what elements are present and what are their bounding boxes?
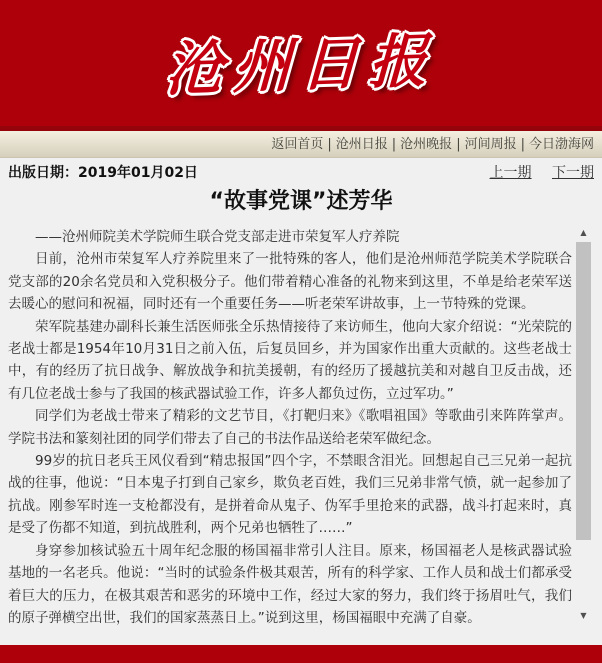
scroll-down-button[interactable]: [575, 607, 592, 624]
vertical-scrollbar[interactable]: [575, 222, 592, 626]
previous-issue-link[interactable]: 上一期: [489, 165, 532, 181]
article-title: “故事党课”述芳华: [209, 189, 393, 214]
scroll-down-icon: ▼: [580, 611, 587, 620]
newspaper-logo: 沧州日报: [163, 26, 439, 104]
masthead-banner: [0, 0, 602, 131]
article-paragraph: 99岁的抗日老兵王风仪看到“精忠报国”四个字，不禁眼含泪光。回想起自己三兄弟一起抗战的往事，他说：“日本鬼子打到自己家乡，欺负老百姓，我们三兄弟非常气愤，就一起参加了抗战。刚参军时连一支枪都没有，是拼着命从鬼子、伪军手里抢来的武器，战斗打起来时，真是受了伤都不知道，到抗战胜利，两个兄弟也牺牲了……”: [8, 453, 572, 537]
article-paragraph: 日前，沧州市荣复军人疗养院里来了一批特殊的客人，他们是沧州师范学院美术学院联合党支部的20余名党员和入党积极分子。他们带着精心准备的礼物来到这里，不单是给老荣军送去暖心的慰问和祝福，同时还有一个重要任务——听老荣军讲故事，上一节特殊的党课。: [8, 251, 572, 313]
issue-nav-links: [474, 162, 594, 182]
issue-bar: [0, 158, 602, 186]
footer-red-bar: [0, 645, 602, 663]
article-paragraph: 荣军院基建办副科长兼生活医师张全乐热情接待了来访师生，他向大家介绍说：“光荣院的老战士都是1954年10月31日之前入伍，后复员回乡，并为国家作出重大贡献的。这些老战士中，有的经历了抗日战争、解放战争和抗美援朝，有的经历了援越抗美和对越自卫反击战，还有几位老战士参与了我国的核武器试验工作，许多人都负过伤，立过军功。”: [8, 318, 572, 402]
nav-separator: |: [327, 137, 332, 152]
scroll-up-button[interactable]: [575, 224, 592, 241]
nav-link-hejian-weekly[interactable]: 河间周报: [464, 137, 517, 152]
nav-link-home[interactable]: 返回首页: [271, 137, 324, 152]
nav-separator: |: [520, 137, 525, 152]
article-body: [0, 222, 602, 626]
nav-link-cangzhou-daily[interactable]: 沧州日报: [335, 137, 388, 152]
article-paragraph: 同学们为老战士带来了精彩的文艺节目，《打靶归来》《歌唱祖国》等歌曲引来阵阵掌声。学院书法和篆刻社团的同学们带去了自己的书法作品送给老荣军做纪念。: [8, 408, 572, 447]
article-viewport: [0, 222, 602, 626]
scrollbar-thumb[interactable]: [576, 242, 591, 540]
nav-link-cangzhou-evening[interactable]: 沧州晚报: [400, 137, 453, 152]
nav-separator: |: [456, 137, 461, 152]
article-paragraph: 身穿参加核试验五十周年纪念服的杨国福非常引人注目。原来，杨国福老人是核武器试验基地的一名老兵。他说：“当时的试验条件极其艰苦，所有的科学家、工作人员和战士们都承受着巨大的压力，在极其艰苦和恶劣的环境中工作，经过大家的努力，我们终于扬眉吐气，我们的原子弹横空出世，我们的国家蒸蒸日上。”说到这里，杨国福眼中充满了自豪。: [8, 542, 572, 626]
top-navbar: [0, 131, 602, 158]
next-issue-link[interactable]: 下一期: [552, 165, 594, 181]
publish-date-label: 出版日期：2019年01月02日: [8, 165, 198, 181]
nav-separator: |: [391, 137, 397, 152]
article-subtitle: ——沧州师院美术学院师生联合党支部走进市荣复军人疗养院: [35, 229, 400, 245]
nav-link-bohai-today[interactable]: 今日渤海网: [528, 137, 594, 152]
scroll-up-icon: ▲: [580, 228, 587, 237]
